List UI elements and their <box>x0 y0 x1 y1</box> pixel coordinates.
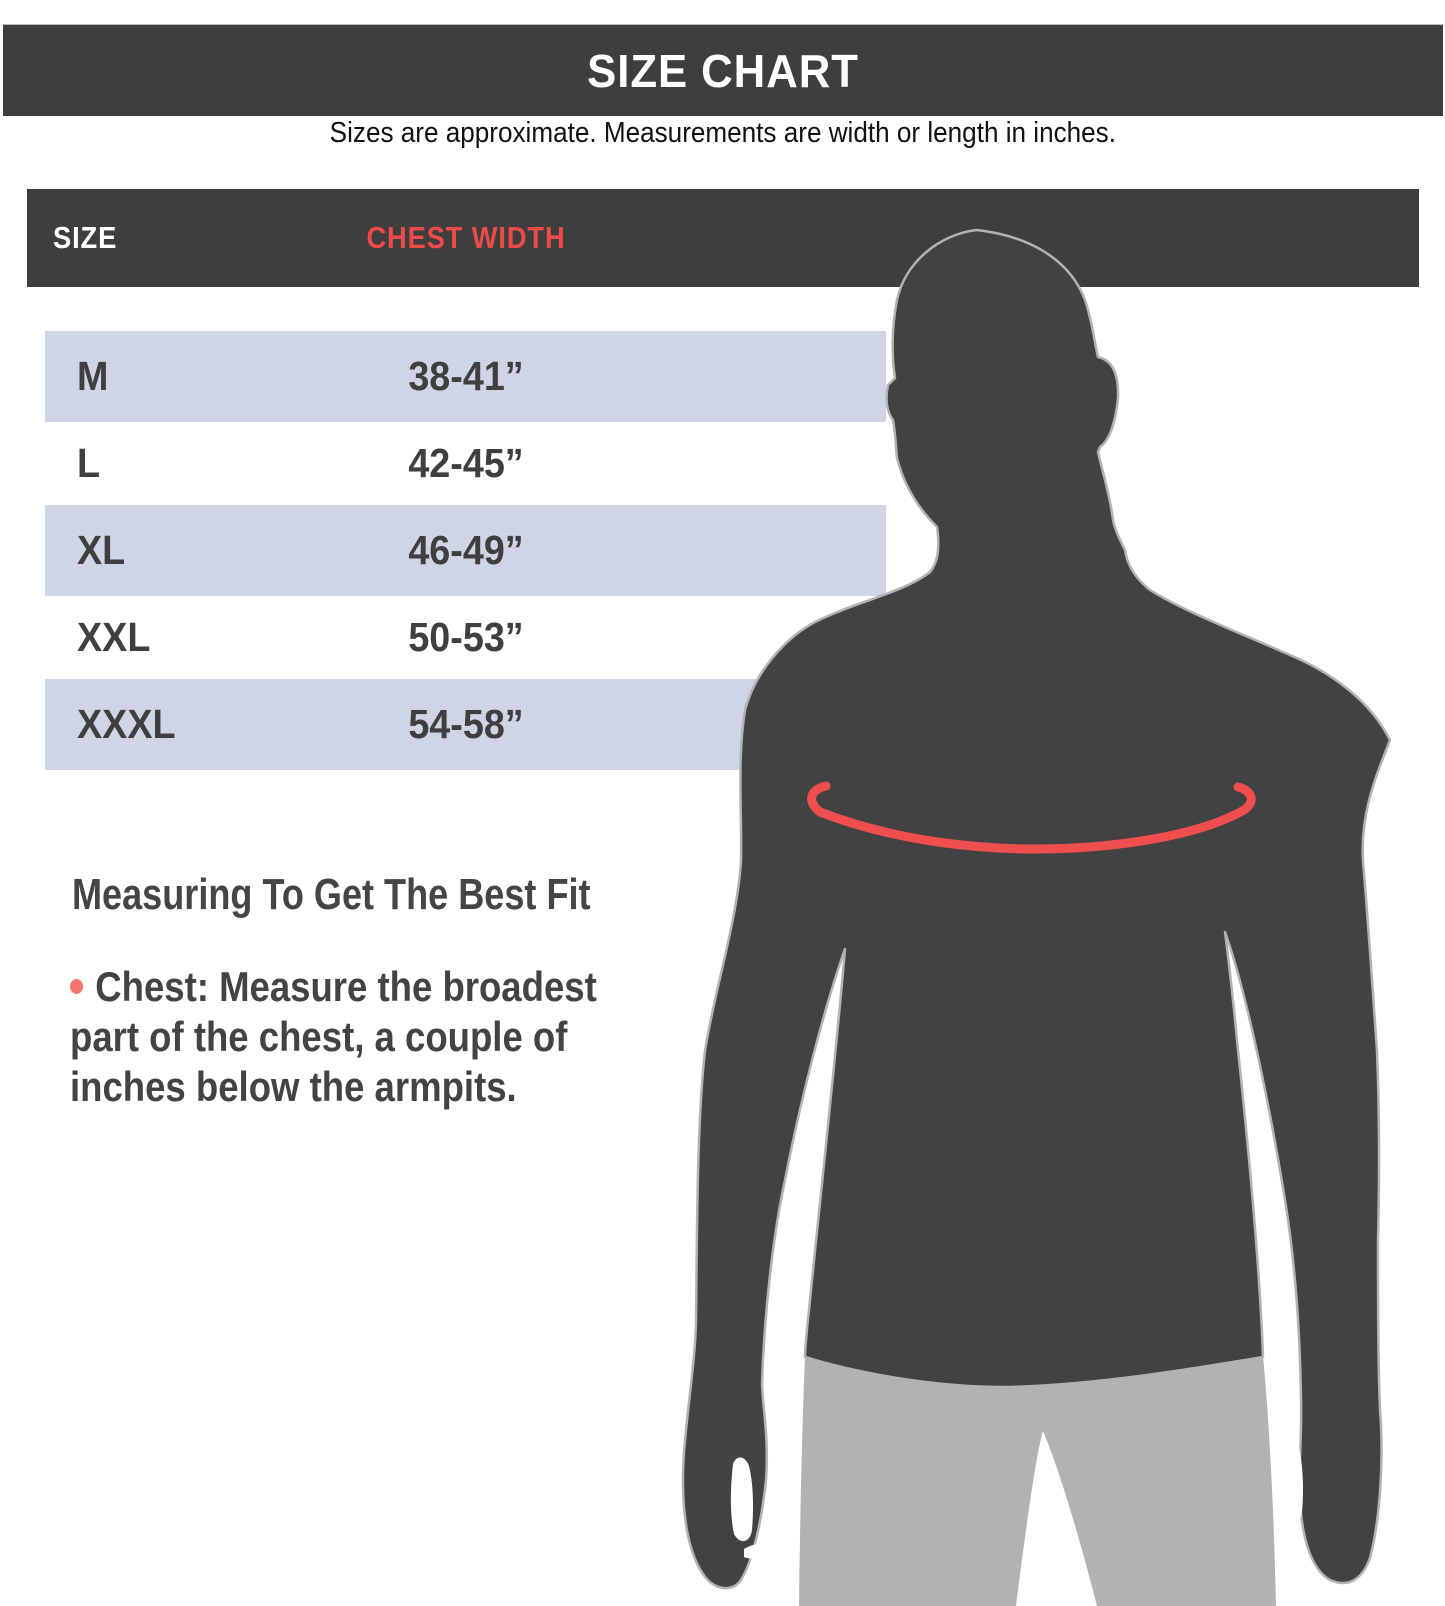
bullet-text: part of the chest, a couple of <box>70 1013 568 1060</box>
left-thumb-gap <box>731 1457 753 1541</box>
page-title: SIZE CHART <box>587 44 859 97</box>
size-label: XXXL <box>77 701 176 747</box>
bullet-line-1 <box>70 962 597 1012</box>
subtitle-text: Sizes are approximate. Measurements are width or length in inches. <box>329 117 1116 149</box>
pants-shape <box>799 1356 1276 1606</box>
bullet-text: Chest: Measure the broadest <box>95 963 597 1010</box>
size-label: XL <box>77 527 126 573</box>
chest-width-value: 50-53” <box>408 614 524 660</box>
male-silhouette <box>683 230 1390 1588</box>
bullet-text: inches below the armpits. <box>70 1063 517 1110</box>
column-header-size: SIZE <box>53 220 118 255</box>
chest-width-value: 46-49” <box>408 527 524 573</box>
size-label: M <box>77 353 109 399</box>
column-header-chest-width: CHEST WIDTH <box>366 220 566 255</box>
size-label: XXL <box>77 614 151 660</box>
bullet-line-2 <box>70 1012 597 1062</box>
chest-width-value: 42-45” <box>408 440 524 486</box>
measuring-instructions <box>70 962 597 1112</box>
bullet-dot-icon <box>70 979 83 994</box>
chest-width-value: 38-41” <box>408 353 524 399</box>
bullet-line-3 <box>70 1062 597 1112</box>
measuring-heading: Measuring To Get The Best Fit <box>72 870 591 919</box>
chest-width-value: 54-58” <box>408 701 524 747</box>
size-label: L <box>77 440 101 486</box>
